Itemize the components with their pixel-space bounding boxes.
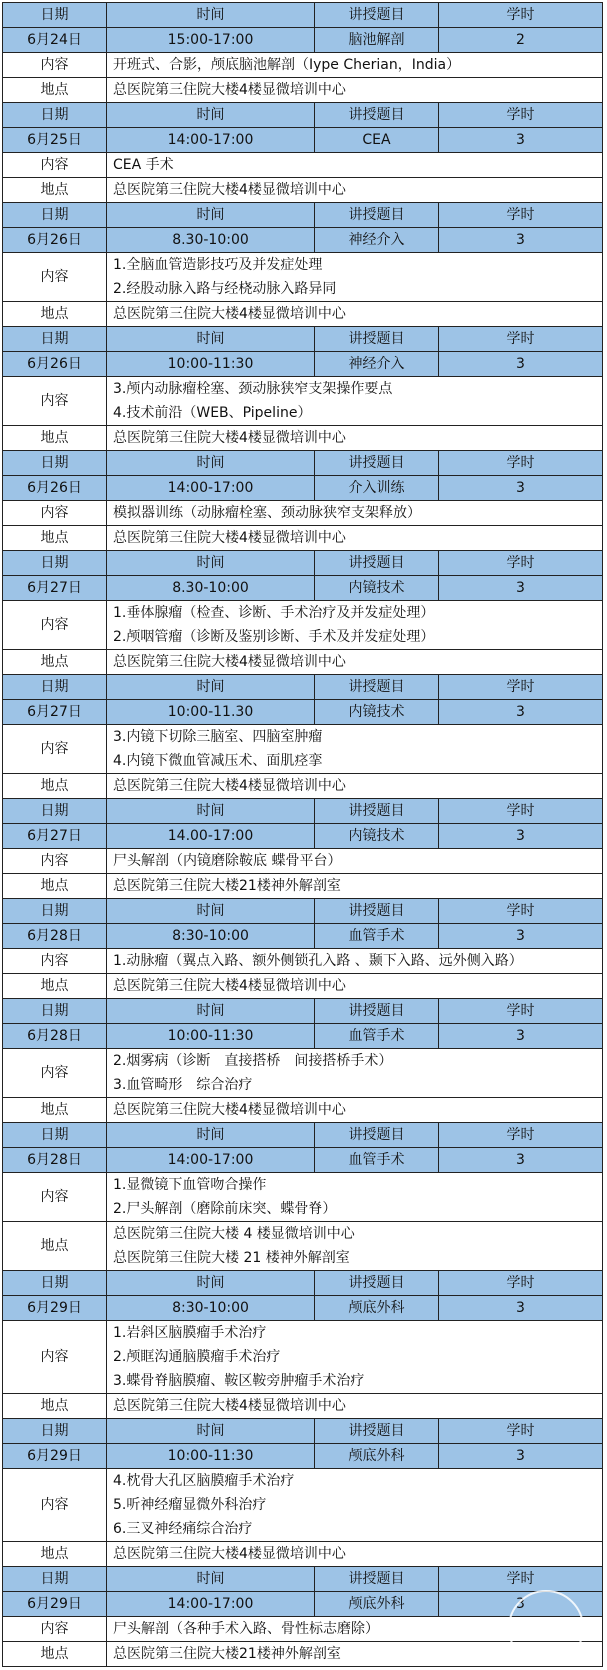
content-text xyxy=(107,725,603,774)
topic-header: 讲授题目 xyxy=(315,1271,439,1296)
hours-header: 学时 xyxy=(439,451,603,476)
session-date: 6月28日 xyxy=(3,924,107,949)
session-topic: 颅底外科 xyxy=(315,1296,439,1321)
topic-header: 讲授题目 xyxy=(315,1123,439,1148)
date-header: 日期 xyxy=(3,103,107,128)
session-row xyxy=(3,28,603,53)
text-line: 3.颅内动脉瘤栓塞、颈动脉狭窄支架操作要点 xyxy=(113,381,393,397)
time-header: 时间 xyxy=(107,1567,315,1592)
text-line: 5.听神经瘤显微外科治疗 xyxy=(113,1497,267,1513)
session-time: 14:00-17:00 xyxy=(107,1592,315,1617)
session-hours: 3 xyxy=(439,1024,603,1049)
session-topic: CEA xyxy=(315,128,439,153)
header-row xyxy=(3,203,603,228)
text-line: 2.经股动脉入路与经桡动脉入路异同 xyxy=(113,281,337,297)
location-label: 地点 xyxy=(3,526,107,551)
session-topic: 内镜技术 xyxy=(315,700,439,725)
content-text xyxy=(107,53,603,78)
hours-header: 学时 xyxy=(439,203,603,228)
session-time: 8:30-10:00 xyxy=(107,924,315,949)
text-line: 尸头解剖（各种手术入路、骨性标志磨除） xyxy=(113,1621,379,1637)
location-label: 地点 xyxy=(3,1642,107,1667)
hours-header: 学时 xyxy=(439,103,603,128)
location-row xyxy=(3,1222,603,1271)
date-header: 日期 xyxy=(3,203,107,228)
date-header: 日期 xyxy=(3,327,107,352)
header-row xyxy=(3,327,603,352)
text-line: 1.垂体腺瘤（检查、诊断、手术治疗及并发症处理） xyxy=(113,605,435,621)
text-line: 3.内镜下切除三脑室、四脑室肿瘤 xyxy=(113,729,323,745)
session-date: 6月27日 xyxy=(3,824,107,849)
text-line: 1.全脑血管造影技巧及并发症处理 xyxy=(113,257,323,273)
hours-header: 学时 xyxy=(439,1419,603,1444)
session-date: 6月26日 xyxy=(3,352,107,377)
session-row xyxy=(3,1592,603,1617)
date-header: 日期 xyxy=(3,1567,107,1592)
text-line: 3.蝶骨脊脑膜瘤、鞍区鞍旁肿瘤手术治疗 xyxy=(113,1373,365,1389)
hours-header: 学时 xyxy=(439,1567,603,1592)
topic-header: 讲授题目 xyxy=(315,103,439,128)
text-line: 2.尸头解剖（磨除前床突、蝶骨脊） xyxy=(113,1201,337,1217)
header-row xyxy=(3,451,603,476)
session-topic: 颅底外科 xyxy=(315,1592,439,1617)
content-label: 内容 xyxy=(3,849,107,874)
session-hours: 3 xyxy=(439,1592,603,1617)
location-text xyxy=(107,1098,603,1123)
session-date: 6月27日 xyxy=(3,576,107,601)
text-line: 总医院第三住院大楼4楼显微培训中心 xyxy=(113,1546,346,1562)
session-topic: 血管手术 xyxy=(315,1024,439,1049)
content-label: 内容 xyxy=(3,1173,107,1222)
text-line: 总医院第三住院大楼21楼神外解剖室 xyxy=(113,878,341,894)
location-text xyxy=(107,974,603,999)
content-row xyxy=(3,53,603,78)
location-label: 地点 xyxy=(3,78,107,103)
time-header: 时间 xyxy=(107,675,315,700)
topic-header: 讲授题目 xyxy=(315,899,439,924)
time-header: 时间 xyxy=(107,451,315,476)
content-text xyxy=(107,1173,603,1222)
location-row xyxy=(3,774,603,799)
session-time: 14:00-17:00 xyxy=(107,128,315,153)
text-line: 总医院第三住院大楼4楼显微培训中心 xyxy=(113,1398,346,1414)
topic-header: 讲授题目 xyxy=(315,999,439,1024)
session-date: 6月26日 xyxy=(3,228,107,253)
location-text xyxy=(107,1222,603,1271)
session-time: 10:00-11:30 xyxy=(107,352,315,377)
date-header: 日期 xyxy=(3,675,107,700)
location-text xyxy=(107,650,603,675)
text-line: 总医院第三住院大楼4楼显微培训中心 xyxy=(113,82,346,98)
content-label: 内容 xyxy=(3,1469,107,1542)
content-row xyxy=(3,501,603,526)
time-header: 时间 xyxy=(107,999,315,1024)
text-line: 3.血管畸形 综合治疗 xyxy=(113,1077,253,1093)
header-row xyxy=(3,1567,603,1592)
content-label: 内容 xyxy=(3,377,107,426)
location-row xyxy=(3,526,603,551)
text-line: 总医院第三住院大楼4楼显微培训中心 xyxy=(113,306,346,322)
content-text xyxy=(107,153,603,178)
location-row xyxy=(3,1394,603,1419)
location-label: 地点 xyxy=(3,1222,107,1271)
location-label: 地点 xyxy=(3,774,107,799)
date-header: 日期 xyxy=(3,999,107,1024)
topic-header: 讲授题目 xyxy=(315,551,439,576)
header-row xyxy=(3,551,603,576)
header-row xyxy=(3,675,603,700)
session-date: 6月29日 xyxy=(3,1296,107,1321)
hours-header: 学时 xyxy=(439,999,603,1024)
location-text xyxy=(107,178,603,203)
content-text xyxy=(107,1321,603,1394)
location-row xyxy=(3,1098,603,1123)
content-row xyxy=(3,377,603,426)
session-row xyxy=(3,352,603,377)
session-hours: 3 xyxy=(439,228,603,253)
content-row xyxy=(3,849,603,874)
hours-header: 学时 xyxy=(439,1123,603,1148)
time-header: 时间 xyxy=(107,899,315,924)
location-row xyxy=(3,650,603,675)
session-date: 6月28日 xyxy=(3,1148,107,1173)
time-header: 时间 xyxy=(107,1123,315,1148)
content-row xyxy=(3,949,603,974)
text-line: 尸头解剖（内镜磨除鞍底 蝶骨平台） xyxy=(113,853,342,869)
hours-header: 学时 xyxy=(439,799,603,824)
text-line: 2.颅咽管瘤（诊断及鉴别诊断、手术及并发症处理） xyxy=(113,629,435,645)
header-row xyxy=(3,1419,603,1444)
time-header: 时间 xyxy=(107,203,315,228)
text-line: 模拟器训练（动脉瘤栓塞、颈动脉狭窄支架释放） xyxy=(113,505,421,521)
location-text xyxy=(107,78,603,103)
date-header: 日期 xyxy=(3,899,107,924)
text-line: 1.显微镜下血管吻合操作 xyxy=(113,1177,267,1193)
location-row xyxy=(3,874,603,899)
session-time: 15:00-17:00 xyxy=(107,28,315,53)
session-time: 10:00-11:30 xyxy=(107,1024,315,1049)
session-hours: 3 xyxy=(439,924,603,949)
content-row xyxy=(3,253,603,302)
text-line: 总医院第三住院大楼4楼显微培训中心 xyxy=(113,430,346,446)
text-line: CEA 手术 xyxy=(113,157,174,173)
time-header: 时间 xyxy=(107,3,315,28)
hours-header: 学时 xyxy=(439,3,603,28)
text-line: 4.内镜下微血管减压术、面肌痉挛 xyxy=(113,753,323,769)
date-header: 日期 xyxy=(3,1271,107,1296)
location-row xyxy=(3,426,603,451)
session-hours: 3 xyxy=(439,576,603,601)
content-text xyxy=(107,501,603,526)
text-line: 总医院第三住院大楼4楼显微培训中心 xyxy=(113,778,346,794)
content-row xyxy=(3,1321,603,1394)
text-line: 总医院第三住院大楼4楼显微培训中心 xyxy=(113,182,346,198)
content-label: 内容 xyxy=(3,601,107,650)
location-row xyxy=(3,1542,603,1567)
session-topic: 神经介入 xyxy=(315,352,439,377)
time-header: 时间 xyxy=(107,799,315,824)
session-topic: 内镜技术 xyxy=(315,576,439,601)
time-header: 时间 xyxy=(107,1419,315,1444)
content-row xyxy=(3,725,603,774)
hours-header: 学时 xyxy=(439,899,603,924)
date-header: 日期 xyxy=(3,451,107,476)
topic-header: 讲授题目 xyxy=(315,203,439,228)
location-text xyxy=(107,774,603,799)
location-label: 地点 xyxy=(3,874,107,899)
session-date: 6月25日 xyxy=(3,128,107,153)
text-line: 1.岩斜区脑膜瘤手术治疗 xyxy=(113,1325,267,1341)
topic-header: 讲授题目 xyxy=(315,675,439,700)
location-row xyxy=(3,178,603,203)
session-date: 6月24日 xyxy=(3,28,107,53)
location-text xyxy=(107,302,603,327)
session-row xyxy=(3,924,603,949)
session-time: 8.30-10:00 xyxy=(107,576,315,601)
session-date: 6月29日 xyxy=(3,1444,107,1469)
content-text xyxy=(107,1617,603,1642)
location-text xyxy=(107,1394,603,1419)
session-row xyxy=(3,228,603,253)
topic-header: 讲授题目 xyxy=(315,1419,439,1444)
header-row xyxy=(3,3,603,28)
session-hours: 3 xyxy=(439,700,603,725)
content-row xyxy=(3,1617,603,1642)
text-line: 总医院第三住院大楼4楼显微培训中心 xyxy=(113,1102,346,1118)
text-line: 4.技术前沿（WEB、Pipeline） xyxy=(113,405,312,421)
location-label: 地点 xyxy=(3,1542,107,1567)
location-text xyxy=(107,874,603,899)
topic-header: 讲授题目 xyxy=(315,451,439,476)
session-time: 14:00-17:00 xyxy=(107,1148,315,1173)
content-text xyxy=(107,601,603,650)
content-row xyxy=(3,1173,603,1222)
content-label: 内容 xyxy=(3,1321,107,1394)
date-header: 日期 xyxy=(3,1419,107,1444)
content-text xyxy=(107,1049,603,1098)
session-hours: 3 xyxy=(439,1296,603,1321)
session-hours: 3 xyxy=(439,128,603,153)
session-time: 8.30-10:00 xyxy=(107,228,315,253)
location-label: 地点 xyxy=(3,650,107,675)
text-line: 2.烟雾病（诊断 直接搭桥 间接搭桥手术） xyxy=(113,1053,393,1069)
text-line: 总医院第三住院大楼 21 楼神外解剖室 xyxy=(113,1250,350,1266)
session-topic: 神经介入 xyxy=(315,228,439,253)
location-label: 地点 xyxy=(3,302,107,327)
location-label: 地点 xyxy=(3,974,107,999)
text-line: 2.颅眶沟通脑膜瘤手术治疗 xyxy=(113,1349,281,1365)
location-label: 地点 xyxy=(3,178,107,203)
session-time: 8:30-10:00 xyxy=(107,1296,315,1321)
schedule-body xyxy=(3,3,603,1667)
time-header: 时间 xyxy=(107,327,315,352)
session-topic: 内镜技术 xyxy=(315,824,439,849)
header-row xyxy=(3,1123,603,1148)
content-label: 内容 xyxy=(3,53,107,78)
text-line: 开班式、合影，颅底脑池解剖（Iype Cherian，India） xyxy=(113,57,461,73)
topic-header: 讲授题目 xyxy=(315,1567,439,1592)
content-label: 内容 xyxy=(3,501,107,526)
session-hours: 3 xyxy=(439,1148,603,1173)
session-time: 14:00-17:00 xyxy=(107,476,315,501)
location-label: 地点 xyxy=(3,1394,107,1419)
text-line: 总医院第三住院大楼4楼显微培训中心 xyxy=(113,978,346,994)
session-date: 6月26日 xyxy=(3,476,107,501)
location-row xyxy=(3,974,603,999)
time-header: 时间 xyxy=(107,103,315,128)
hours-header: 学时 xyxy=(439,1271,603,1296)
location-label: 地点 xyxy=(3,426,107,451)
session-row xyxy=(3,824,603,849)
session-row xyxy=(3,700,603,725)
topic-header: 讲授题目 xyxy=(315,3,439,28)
content-label: 内容 xyxy=(3,1049,107,1098)
content-row xyxy=(3,1049,603,1098)
hours-header: 学时 xyxy=(439,327,603,352)
session-row xyxy=(3,1444,603,1469)
session-row xyxy=(3,128,603,153)
session-topic: 介入训练 xyxy=(315,476,439,501)
time-header: 时间 xyxy=(107,551,315,576)
location-row xyxy=(3,78,603,103)
header-row xyxy=(3,799,603,824)
session-topic: 血管手术 xyxy=(315,924,439,949)
session-hours: 3 xyxy=(439,1444,603,1469)
session-time: 10:00-11:30 xyxy=(107,1444,315,1469)
text-line: 6.三叉神经痛综合治疗 xyxy=(113,1521,253,1537)
session-hours: 3 xyxy=(439,476,603,501)
location-text xyxy=(107,526,603,551)
session-row xyxy=(3,1148,603,1173)
content-text xyxy=(107,377,603,426)
session-time: 10:00-11.30 xyxy=(107,700,315,725)
content-label: 内容 xyxy=(3,949,107,974)
content-text xyxy=(107,849,603,874)
text-line: 总医院第三住院大楼4楼显微培训中心 xyxy=(113,654,346,670)
text-line: 总医院第三住院大楼4楼显微培训中心 xyxy=(113,530,346,546)
text-line: 总医院第三住院大楼21楼神外解剖室 xyxy=(113,1646,341,1662)
header-row xyxy=(3,899,603,924)
session-topic: 颅底外科 xyxy=(315,1444,439,1469)
content-row xyxy=(3,601,603,650)
session-hours: 3 xyxy=(439,824,603,849)
topic-header: 讲授题目 xyxy=(315,327,439,352)
date-header: 日期 xyxy=(3,799,107,824)
date-header: 日期 xyxy=(3,1123,107,1148)
time-header: 时间 xyxy=(107,1271,315,1296)
content-label: 内容 xyxy=(3,1617,107,1642)
course-schedule-table xyxy=(2,2,603,1667)
content-row xyxy=(3,153,603,178)
location-row xyxy=(3,1642,603,1667)
topic-header: 讲授题目 xyxy=(315,799,439,824)
content-label: 内容 xyxy=(3,253,107,302)
location-label: 地点 xyxy=(3,1098,107,1123)
content-label: 内容 xyxy=(3,153,107,178)
session-date: 6月28日 xyxy=(3,1024,107,1049)
text-line: 1.动脉瘤（翼点入路、额外侧锁孔入路 、颞下入路、远外侧入路） xyxy=(113,953,523,969)
session-topic: 血管手术 xyxy=(315,1148,439,1173)
watermark-logo: 脑医汇 xyxy=(508,1590,584,1666)
session-row xyxy=(3,1296,603,1321)
location-text xyxy=(107,426,603,451)
date-header: 日期 xyxy=(3,551,107,576)
hours-header: 学时 xyxy=(439,551,603,576)
header-row xyxy=(3,1271,603,1296)
session-hours: 3 xyxy=(439,352,603,377)
header-row xyxy=(3,999,603,1024)
session-row xyxy=(3,476,603,501)
content-text xyxy=(107,1469,603,1542)
text-line: 总医院第三住院大楼 4 楼显微培训中心 xyxy=(113,1226,355,1242)
session-row xyxy=(3,576,603,601)
session-date: 6月29日 xyxy=(3,1592,107,1617)
text-line: 4.枕骨大孔区脑膜瘤手术治疗 xyxy=(113,1473,295,1489)
session-time: 14.00-17:00 xyxy=(107,824,315,849)
session-row xyxy=(3,1024,603,1049)
hours-header: 学时 xyxy=(439,675,603,700)
session-hours: 2 xyxy=(439,28,603,53)
date-header: 日期 xyxy=(3,3,107,28)
location-row xyxy=(3,302,603,327)
content-row xyxy=(3,1469,603,1542)
header-row xyxy=(3,103,603,128)
location-text xyxy=(107,1542,603,1567)
location-text xyxy=(107,1642,603,1667)
session-topic: 脑池解剖 xyxy=(315,28,439,53)
content-label: 内容 xyxy=(3,725,107,774)
content-text xyxy=(107,949,603,974)
content-text xyxy=(107,253,603,302)
session-date: 6月27日 xyxy=(3,700,107,725)
